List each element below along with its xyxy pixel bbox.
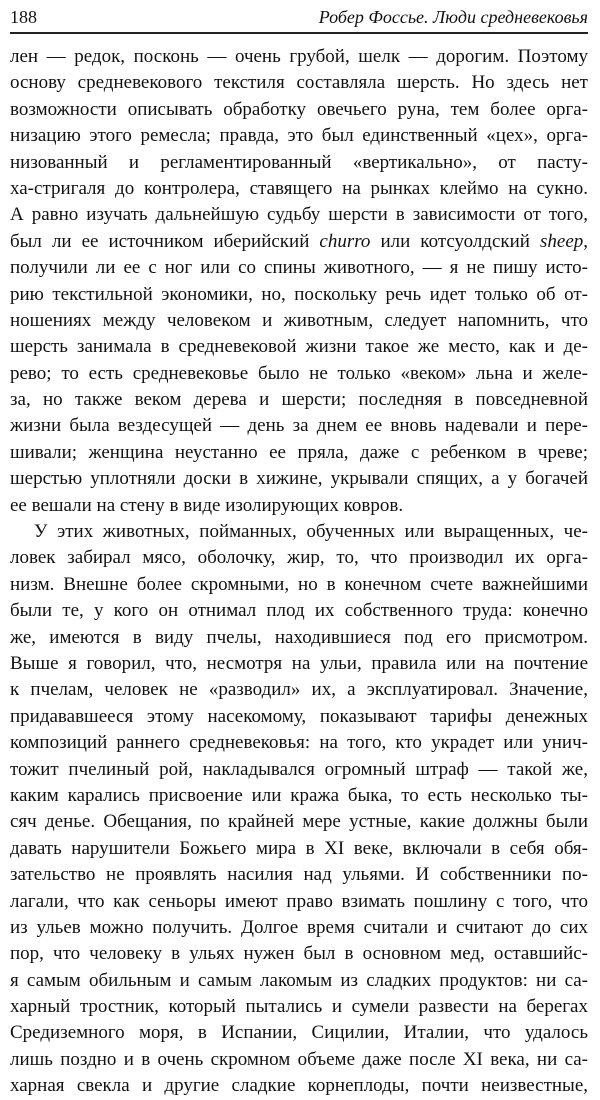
text-line: возможности описывать обработку овечьего руна, тем более орга- <box>10 98 588 120</box>
text-line: шерстью уплотняли доски в хижине, укрывали спящих, а у богачей <box>10 468 588 490</box>
text-line: ношениях между человеком и животным, следует напомнить, что <box>10 309 588 331</box>
text-line: за, но также веком дерева и шерсти; последняя в повседневной <box>10 389 588 411</box>
text-line: из ульев можно получить. Долгое время считали и считают до сих <box>10 916 588 938</box>
text-line: ха-стригаля до контролера, ставящего на рынках клеймо на сукно. <box>10 177 588 199</box>
text-line: лагали, что как сеньоры имеют право взимать пошлину с того, что <box>10 890 588 912</box>
text-line: каким карались присвоение или кража быка, то есть несколько ты- <box>10 784 588 806</box>
text-line: харный тростник, который пытались и сумели развести на берегах <box>10 996 588 1018</box>
paragraph-start-line: У этих животных, пойманных, обученных или выращенных, че- <box>34 521 588 543</box>
text-line: лен — редок, посконь — очень грубой, шелк — дорогим. Поэтому <box>10 46 588 67</box>
text-line: рию текстильной экономики, но, поскольку речь идет только об от- <box>10 283 588 305</box>
text-line: низованный и регламентированный «вертикально», от пасту- <box>10 151 588 173</box>
text-line: получили ли ее с ног или со спины животного, — я не пишу исто- <box>10 257 588 279</box>
page-number: 188 <box>10 7 37 27</box>
text-line: давать нарушители Божьего мира в XI веке, включали в себя обя- <box>10 837 588 859</box>
text-line: тожит пчелиный рой, накладывался огромный штраф — такой же, <box>10 758 588 780</box>
text-line: низм. Внешне более скромными, но в конечном счете важнейшими <box>10 573 588 595</box>
text-line: Средиземного моря, в Испании, Сицилии, Италии, что удалось <box>10 1022 588 1044</box>
text-line: пор, что человеку в ульях нужен был в основном мед, оставшийс- <box>10 943 588 965</box>
text-line: зательство не проявлять насилия над ульями. И собственники по- <box>10 864 588 886</box>
text-line: рево; то есть средневековье было не только «веком» льна и желе- <box>10 362 588 384</box>
text-line: харная свекла и другие сладкие корнеплоды, почти неизвестные, <box>10 1075 588 1097</box>
text-line: основу средневекового текстиля составляла шерсть. Но здесь нет <box>10 72 588 94</box>
text-line: композиций раннего средневековья: на того, кто украдет или унич- <box>10 732 588 754</box>
running-head: Робер Фоссье. Люди средневековья <box>318 7 588 27</box>
text-line: ловек забирал мясо, оболочку, жир, то, что производил их орга- <box>10 547 588 569</box>
page-header <box>10 4 588 34</box>
text-line: придававшееся этому насекомому, показывают тарифы денежных <box>10 705 588 727</box>
text-line: были те, у кого он отнимал плод их собственного труда: конечно <box>10 600 588 622</box>
text-line: шерсть занимала в средневековой жизни такое же место, как и де- <box>10 336 588 358</box>
body-text <box>10 44 588 1100</box>
text-line: А равно изучать дальнейшую судьбу шерсти в зависимости от того, <box>10 204 588 226</box>
paragraph-end-line: ее вешали на стену в виде изолирующих ковров. <box>10 494 404 516</box>
text-line: низацию этого ремесла; правда, это был единственный «цех», орга- <box>10 125 588 147</box>
text-line-with-italics: был ли ее источником иберийский churro или котсуолдский sheep, <box>10 230 588 252</box>
text-line: сяч денье. Обещания, по крайней мере устные, какие должны были <box>10 811 588 833</box>
text-line: лишь поздно и в очень скромном объеме даже после XI века, ни са- <box>10 1048 588 1070</box>
text-line: жизни была вездесущей — день за днем ее вновь надевали и пере- <box>10 415 588 437</box>
text-line: шивали; женщина неустанно ее пряла, даже с ребенком в чреве; <box>10 441 588 463</box>
text-line: Выше я говорил, что, несмотря на ульи, правила или на почтение <box>10 652 588 674</box>
text-line: же, имеются в виду пчелы, находившиеся под его присмотром. <box>10 626 588 648</box>
text-line: я самым обильным и самым лакомым из сладких продуктов: ни са- <box>10 969 588 991</box>
text-line: к пчелам, человек не «разводил» их, а эксплуатировал. Значение, <box>10 679 588 701</box>
